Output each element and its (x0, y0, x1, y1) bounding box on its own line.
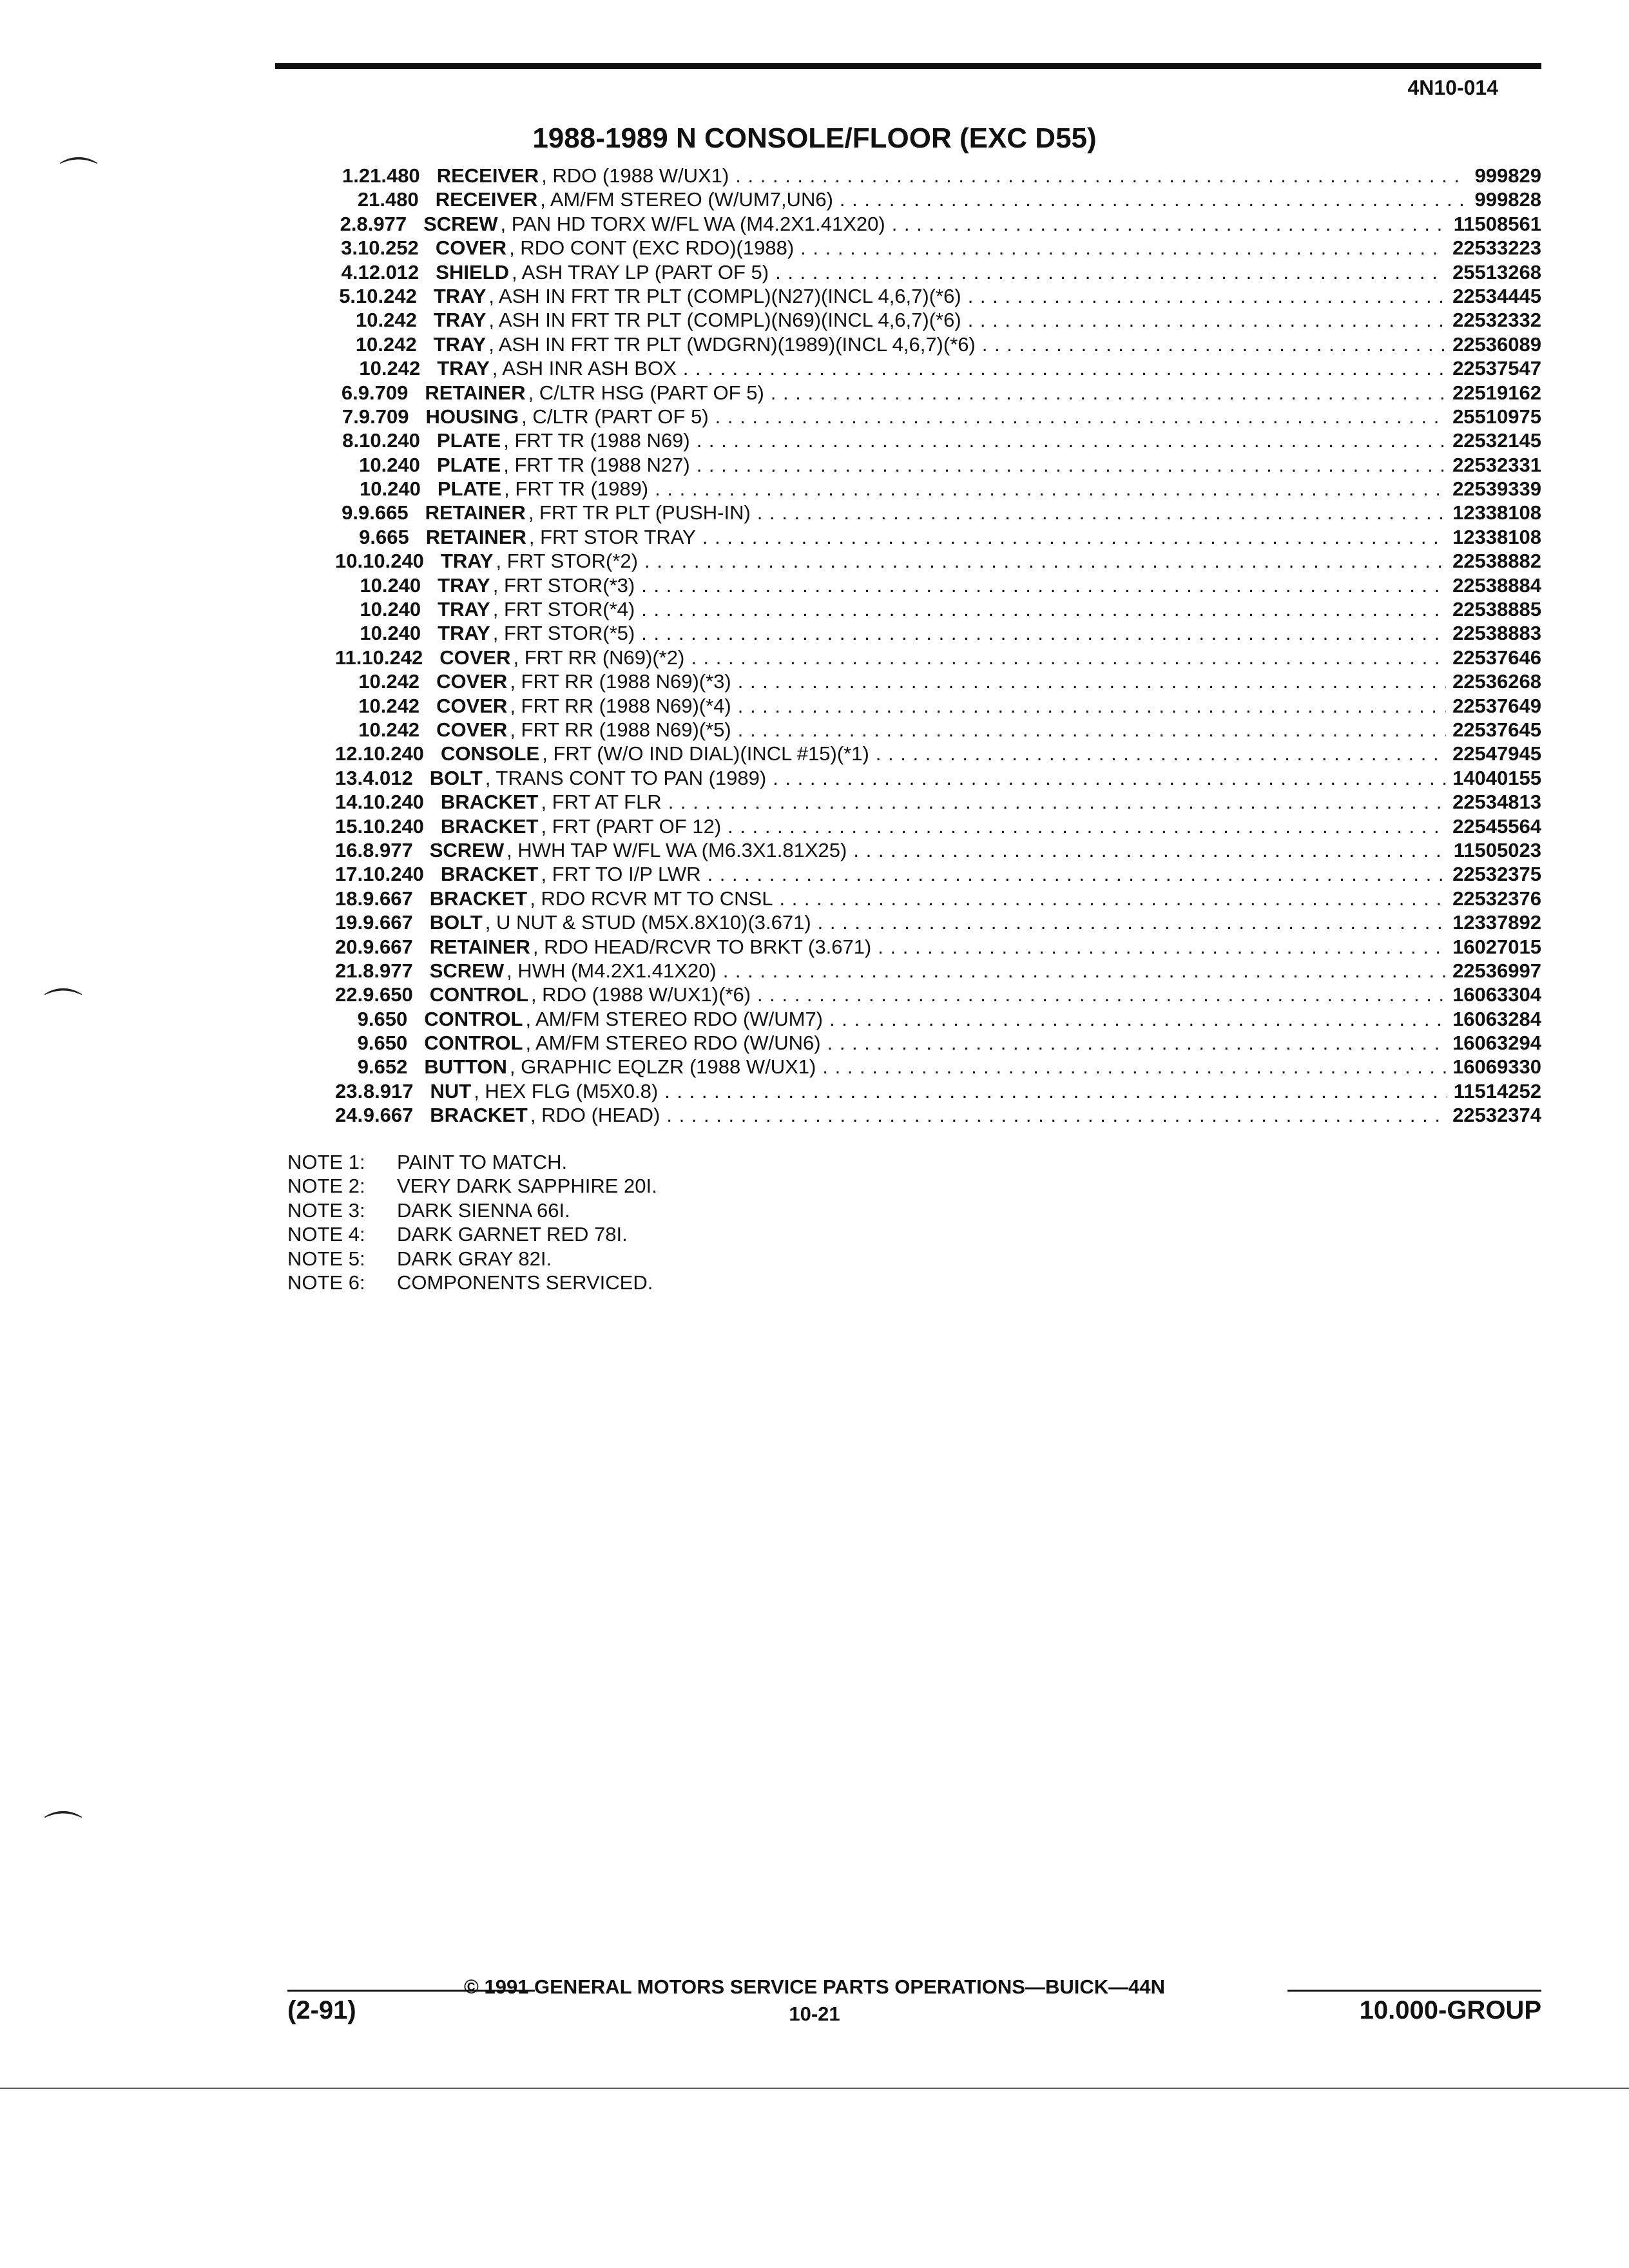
part-row (335, 381, 1541, 405)
part-description (436, 718, 1452, 742)
part-number: 25513268 (1452, 260, 1541, 284)
page-code: 4N10-014 (1407, 76, 1498, 99)
part-detail: , RDO HEAD/RCVR TO BRKT (3.671) (532, 935, 872, 958)
part-detail: , ASH IN FRT TR PLT (COMPL)(N69)(INCL 4,6,7)(*6) (488, 309, 961, 332)
part-detail: , ASH IN FRT TR PLT (COMPL)(N27)(INCL 4,6,7)(*6) (488, 284, 961, 307)
part-number: 999828 (1474, 188, 1541, 211)
part-number: 999829 (1474, 164, 1542, 187)
illustration-ref: 10.240 (360, 622, 421, 645)
note-text: VERY DARK SAPPHIRE 20I. (397, 1175, 657, 1198)
part-row (335, 1079, 1541, 1103)
margin-mark: ⌒ (59, 155, 98, 198)
part-row (335, 646, 1541, 669)
item-number: 15. (335, 814, 363, 838)
footer-copyright: © 1991 GENERAL MOTORS SERVICE PARTS OPERATIONS—BUICK—44N (464, 1975, 1165, 1998)
part-row (335, 356, 1541, 380)
illustration-ref: 10.242 (356, 284, 417, 307)
part-name: CONTROL (429, 983, 528, 1006)
part-name: CONTROL (424, 1007, 523, 1030)
part-name: BRACKET (430, 1104, 528, 1127)
top-rule (275, 63, 1541, 69)
part-description (425, 405, 1452, 428)
part-name: RETAINER (425, 501, 526, 524)
part-name: RECEIVER (435, 188, 538, 211)
part-row (335, 1031, 1541, 1055)
illustration-ref: 8.917 (363, 1079, 414, 1102)
illustration-ref: 10.240 (363, 742, 424, 765)
part-name: RETAINER (425, 381, 526, 404)
note-line (287, 1174, 657, 1198)
part-name: CONSOLE (440, 742, 540, 765)
part-number: 22532375 (1452, 863, 1541, 886)
part-row (335, 428, 1541, 452)
illustration-ref: 10.240 (360, 573, 421, 597)
part-name: TRAY (433, 284, 487, 307)
part-description (439, 646, 1452, 669)
part-detail: , FRT TR (1988 N69) (503, 429, 690, 452)
part-number: 16063284 (1452, 1007, 1541, 1030)
part-name: SCREW (429, 959, 505, 982)
note-line (287, 1247, 657, 1271)
part-name: NUT (430, 1079, 472, 1102)
part-description (430, 935, 1452, 959)
illustration-ref: 10.242 (358, 670, 420, 693)
part-name: COVER (439, 646, 511, 669)
note-line (287, 1150, 657, 1174)
part-description (434, 308, 1452, 332)
part-description (437, 453, 1452, 477)
part-name: BUTTON (424, 1055, 507, 1079)
part-description (425, 501, 1452, 524)
item-number: 23. (335, 1079, 363, 1102)
illustration-ref: 9.650 (357, 1007, 408, 1030)
part-description (441, 862, 1452, 886)
part-row (335, 164, 1541, 187)
illustration-ref: 10.240 (363, 814, 424, 838)
part-row (335, 935, 1541, 959)
part-row (335, 573, 1541, 597)
part-row (335, 910, 1541, 934)
note-line (287, 1271, 657, 1294)
part-detail: , RDO (1988 W/UX1)(*6) (530, 983, 751, 1006)
part-row (335, 742, 1541, 765)
part-number: 22536268 (1452, 670, 1541, 693)
part-row (335, 453, 1541, 477)
part-number: 16069330 (1452, 1055, 1541, 1079)
part-detail: , FRT TO I/P LWR (541, 863, 701, 886)
part-name: BRACKET (429, 887, 528, 910)
part-row (335, 766, 1541, 790)
part-number: 11514252 (1453, 1079, 1541, 1102)
item-number: 12. (335, 742, 363, 765)
part-detail: , AM/FM STEREO RDO (W/UN6) (525, 1032, 821, 1055)
part-detail: , PAN HD TORX W/FL WA (M4.2X1.41X20) (500, 212, 885, 235)
part-row (335, 477, 1541, 501)
note-text: DARK GARNET RED 78I. (397, 1223, 628, 1246)
part-row (335, 212, 1541, 236)
illustration-ref: 10.240 (360, 598, 421, 621)
illustration-ref: 21.480 (358, 164, 420, 187)
part-row (335, 597, 1541, 621)
part-description (425, 381, 1452, 405)
part-name: TRAY (438, 622, 490, 645)
part-number: 22532376 (1452, 887, 1541, 910)
part-detail: , FRT AT FLR (541, 791, 662, 814)
part-number: 22536089 (1452, 332, 1541, 356)
part-number: 22539339 (1452, 477, 1541, 501)
part-number: 12337892 (1452, 911, 1541, 934)
illustration-ref: 10.242 (358, 718, 420, 741)
part-row (335, 959, 1541, 983)
part-name: SHIELD (436, 260, 509, 284)
note-text: COMPONENTS SERVICED. (397, 1271, 653, 1294)
part-number: 22532331 (1452, 453, 1541, 476)
item-number: 6. (341, 381, 358, 404)
part-name: TRAY (437, 357, 490, 380)
part-row (335, 718, 1541, 742)
part-number: 11505023 (1453, 838, 1541, 861)
note-text: DARK SIENNA 66I. (397, 1198, 570, 1222)
illustration-ref: 10.240 (360, 477, 421, 501)
part-description (437, 356, 1452, 380)
part-detail: , AM/FM STEREO RDO (W/UM7) (525, 1007, 824, 1030)
illustration-ref: 21.480 (357, 188, 419, 211)
part-number: 22538883 (1452, 622, 1541, 645)
part-detail: , AM/FM STEREO (W/UM7,UN6) (540, 188, 833, 211)
part-description (438, 621, 1452, 645)
item-number: 1. (342, 164, 359, 187)
part-name: BOLT (429, 911, 483, 934)
item-number: 2. (340, 212, 357, 235)
illustration-ref: 9.709 (358, 405, 409, 428)
part-detail: , FRT (W/O IND DIAL)(INCL #15)(*1) (542, 742, 869, 765)
part-name: CONTROL (424, 1032, 523, 1055)
part-number: 22547945 (1452, 742, 1541, 765)
footer-page-number: 10-21 (789, 2003, 840, 2025)
part-description (430, 887, 1452, 910)
note-key: NOTE 1: (287, 1151, 365, 1173)
margin-mark: ⌒ (44, 986, 82, 1030)
item-number: 4. (341, 260, 358, 284)
item-number: 10. (335, 550, 363, 573)
part-description (441, 814, 1452, 838)
illustration-ref: 10.240 (363, 863, 424, 886)
item-number: 14. (335, 791, 363, 814)
part-description (436, 260, 1452, 284)
part-detail: , RDO (1988 W/UX1) (541, 164, 729, 187)
notes-list (287, 1150, 657, 1294)
illustration-ref: 10.242 (361, 646, 423, 669)
part-row (335, 1007, 1541, 1031)
part-detail: , C/LTR (PART OF 5) (521, 405, 709, 428)
part-detail: , FRT RR (1988 N69)(*4) (510, 694, 731, 717)
part-name: HOUSING (425, 405, 519, 428)
part-detail: , FRT STOR(*2) (496, 550, 638, 573)
part-row (335, 236, 1541, 260)
part-description (436, 694, 1452, 718)
item-number: 13. (335, 766, 363, 789)
part-description (426, 525, 1452, 549)
part-number: 22538885 (1452, 598, 1541, 621)
part-detail: , FRT STOR(*3) (492, 573, 635, 597)
part-detail: , RDO RCVR MT TO CNSL (530, 887, 773, 910)
part-number: 22537646 (1452, 646, 1541, 669)
part-number: 22537649 (1452, 694, 1541, 717)
part-row (335, 887, 1541, 910)
part-number: 22536997 (1452, 959, 1541, 982)
illustration-ref: 4.012 (363, 766, 413, 789)
note-text: PAINT TO MATCH. (397, 1151, 568, 1173)
part-detail: , FRT TR PLT (PUSH-IN) (528, 501, 751, 524)
part-name: COVER (436, 670, 508, 693)
part-number: 22538882 (1452, 550, 1541, 573)
part-detail: , FRT STOR(*4) (492, 598, 635, 621)
part-detail: , FRT STOR(*5) (492, 622, 635, 645)
part-row (335, 621, 1541, 645)
part-name: COVER (435, 236, 507, 260)
item-number: 3. (341, 236, 358, 260)
part-number: 11508561 (1453, 212, 1541, 235)
illustration-ref: 9.667 (363, 911, 413, 934)
item-number: 18. (335, 887, 363, 910)
part-description (436, 187, 1472, 211)
part-description (430, 1079, 1453, 1103)
illustration-ref: 9.667 (363, 935, 413, 958)
part-description (423, 212, 1454, 236)
part-detail: , ASH TRAY LP (PART OF 5) (511, 260, 769, 284)
note-key: NOTE 5: (287, 1247, 365, 1270)
part-number: 16063304 (1452, 983, 1541, 1006)
part-row (335, 814, 1541, 838)
part-number: 25510975 (1452, 405, 1541, 428)
part-row (335, 790, 1541, 814)
part-number: 22537645 (1452, 718, 1541, 741)
part-detail: , HEX FLG (M5X0.8) (474, 1079, 659, 1102)
part-description (430, 910, 1452, 934)
illustration-ref: 9.709 (358, 381, 409, 404)
part-detail: , FRT (PART OF 12) (541, 814, 722, 838)
part-number: 22533223 (1452, 236, 1541, 260)
illustration-ref: 10.240 (363, 550, 424, 573)
item-number: 7. (342, 405, 359, 428)
illustration-ref: 10.242 (355, 332, 417, 356)
illustration-ref: 12.012 (358, 260, 419, 284)
part-name: TRAY (433, 309, 487, 332)
part-detail: , HWH TAP W/FL WA (M6.3X1.81X25) (506, 838, 847, 861)
item-number: 8. (342, 429, 360, 452)
part-row (335, 669, 1541, 693)
part-detail: , FRT TR (1989) (504, 477, 649, 501)
note-line (287, 1222, 657, 1246)
part-row (335, 1055, 1541, 1079)
note-line (287, 1198, 657, 1222)
part-name: COVER (436, 694, 508, 717)
margin-mark: ⌒ (44, 1809, 82, 1852)
item-number: 11. (335, 646, 362, 669)
part-number: 14040155 (1452, 766, 1541, 789)
illustration-ref: 10.242 (356, 309, 417, 332)
part-detail: , FRT TR (1988 N27) (503, 453, 690, 476)
item-number: 9. (342, 501, 358, 524)
part-description (438, 477, 1452, 501)
part-description (436, 669, 1452, 693)
part-description (434, 332, 1452, 356)
part-row (335, 260, 1541, 284)
item-number: 5. (339, 284, 356, 307)
part-description (441, 549, 1452, 573)
note-text: DARK GRAY 82I. (397, 1247, 552, 1270)
part-number: 22545564 (1452, 814, 1541, 838)
illustration-ref: 9.667 (363, 887, 413, 910)
illustration-ref: 10.240 (359, 453, 420, 476)
part-description (424, 1055, 1452, 1079)
part-row (335, 308, 1541, 332)
illustration-ref: 9.665 (359, 525, 409, 548)
part-description (438, 597, 1452, 621)
part-description (424, 1007, 1452, 1031)
part-number: 22534813 (1452, 791, 1541, 814)
part-number: 22534445 (1452, 284, 1541, 307)
part-row (335, 284, 1541, 308)
part-description (434, 284, 1452, 308)
part-name: PLATE (437, 477, 502, 501)
item-number: 16. (335, 838, 363, 861)
part-row (335, 694, 1541, 718)
part-detail: , ASH INR ASH BOX (492, 357, 677, 380)
part-number: 22532145 (1452, 429, 1541, 452)
item-number: 17. (335, 863, 363, 886)
illustration-ref: 10.242 (358, 694, 420, 717)
part-row (335, 501, 1541, 524)
part-number: 16027015 (1452, 935, 1541, 958)
part-detail: , TRANS CONT TO PAN (1989) (485, 766, 767, 789)
part-name: TRAY (433, 332, 487, 356)
part-description (430, 959, 1452, 983)
part-row (335, 187, 1541, 211)
part-name: SCREW (429, 838, 505, 861)
illustration-ref: 8.977 (363, 838, 413, 861)
part-row (335, 1103, 1541, 1127)
part-detail: , HWH (M4.2X1.41X20) (506, 959, 717, 982)
part-row (335, 838, 1541, 862)
part-number: 22537547 (1452, 357, 1541, 380)
item-number: 22. (335, 983, 363, 1006)
part-number: 22532374 (1452, 1104, 1541, 1127)
note-key: NOTE 4: (287, 1223, 365, 1246)
part-number: 12338108 (1452, 501, 1541, 524)
part-row (335, 332, 1541, 356)
part-description (430, 838, 1454, 862)
part-name: BRACKET (440, 863, 539, 886)
part-detail: , FRT RR (1988 N69)(*3) (510, 670, 731, 693)
part-name: RECEIVER (436, 164, 539, 187)
part-row (335, 405, 1541, 428)
part-detail: , GRAPHIC EQLZR (1988 W/UX1) (509, 1055, 816, 1079)
part-number: 22519162 (1452, 381, 1541, 404)
part-name: SCREW (423, 212, 498, 235)
illustration-ref: 10.240 (363, 791, 424, 814)
part-description (430, 983, 1452, 1006)
illustration-ref: 9.652 (357, 1055, 408, 1079)
illustration-ref: 10.252 (357, 236, 419, 260)
part-description (437, 428, 1452, 452)
item-number: 24. (335, 1104, 363, 1127)
page-title: 1988-1989 N CONSOLE/FLOOR (EXC D55) (532, 122, 1097, 154)
part-name: TRAY (438, 598, 490, 621)
part-name: RETAINER (429, 935, 530, 958)
part-detail: , FRT RR (1988 N69)(*5) (510, 718, 731, 741)
part-description (430, 1103, 1452, 1127)
part-detail: , RDO (HEAD) (530, 1104, 660, 1127)
illustration-ref: 10.240 (359, 429, 420, 452)
illustration-ref: 8.977 (363, 959, 413, 982)
part-description (441, 742, 1452, 765)
part-description (438, 573, 1452, 597)
part-description (441, 790, 1452, 814)
part-number: 22538884 (1452, 573, 1541, 597)
part-name: TRAY (438, 573, 490, 597)
footer-group: 10.000-GROUP (1359, 1996, 1541, 2024)
part-row (335, 549, 1541, 573)
part-row (335, 983, 1541, 1006)
part-detail: , FRT STOR TRAY (528, 525, 696, 548)
part-number: 22532332 (1452, 309, 1541, 332)
part-name: BRACKET (440, 814, 539, 838)
illustration-ref: 10.242 (359, 357, 421, 380)
part-name: BOLT (429, 766, 483, 789)
part-description (430, 766, 1452, 790)
item-number: 20. (335, 935, 363, 958)
footer-date: (2-91) (287, 1996, 356, 2024)
part-name: TRAY (440, 550, 494, 573)
illustration-ref: 9.665 (358, 501, 409, 524)
part-name: RETAINER (425, 525, 526, 548)
note-key: NOTE 2: (287, 1175, 365, 1198)
part-description (436, 236, 1452, 260)
item-number: 21. (335, 959, 363, 982)
part-number: 16063294 (1452, 1032, 1541, 1055)
part-detail: , U NUT & STUD (M5X.8X10)(3.671) (485, 911, 811, 934)
illustration-ref: 8.977 (356, 212, 407, 235)
part-row (335, 862, 1541, 886)
illustration-ref: 9.667 (363, 1104, 414, 1127)
bottom-rule (0, 2088, 1629, 2089)
part-name: BRACKET (440, 791, 539, 814)
part-detail: , RDO CONT (EXC RDO)(1988) (509, 236, 795, 260)
note-key: NOTE 3: (287, 1198, 365, 1222)
parts-list (335, 164, 1541, 1128)
item-number: 19. (335, 911, 363, 934)
part-description (424, 1031, 1452, 1055)
part-detail: , FRT RR (N69)(*2) (513, 646, 685, 669)
part-detail: , C/LTR HSG (PART OF 5) (528, 381, 764, 404)
part-row (335, 525, 1541, 549)
note-key: NOTE 6: (287, 1271, 365, 1294)
illustration-ref: 9.650 (363, 983, 413, 1006)
part-description (437, 164, 1469, 187)
part-number: 12338108 (1452, 525, 1541, 548)
part-name: PLATE (436, 453, 501, 476)
part-detail: , ASH IN FRT TR PLT (WDGRN)(1989)(INCL 4,6,7)(*6) (488, 332, 976, 356)
part-name: COVER (436, 718, 508, 741)
illustration-ref: 9.650 (357, 1032, 408, 1055)
part-name: PLATE (436, 429, 501, 452)
